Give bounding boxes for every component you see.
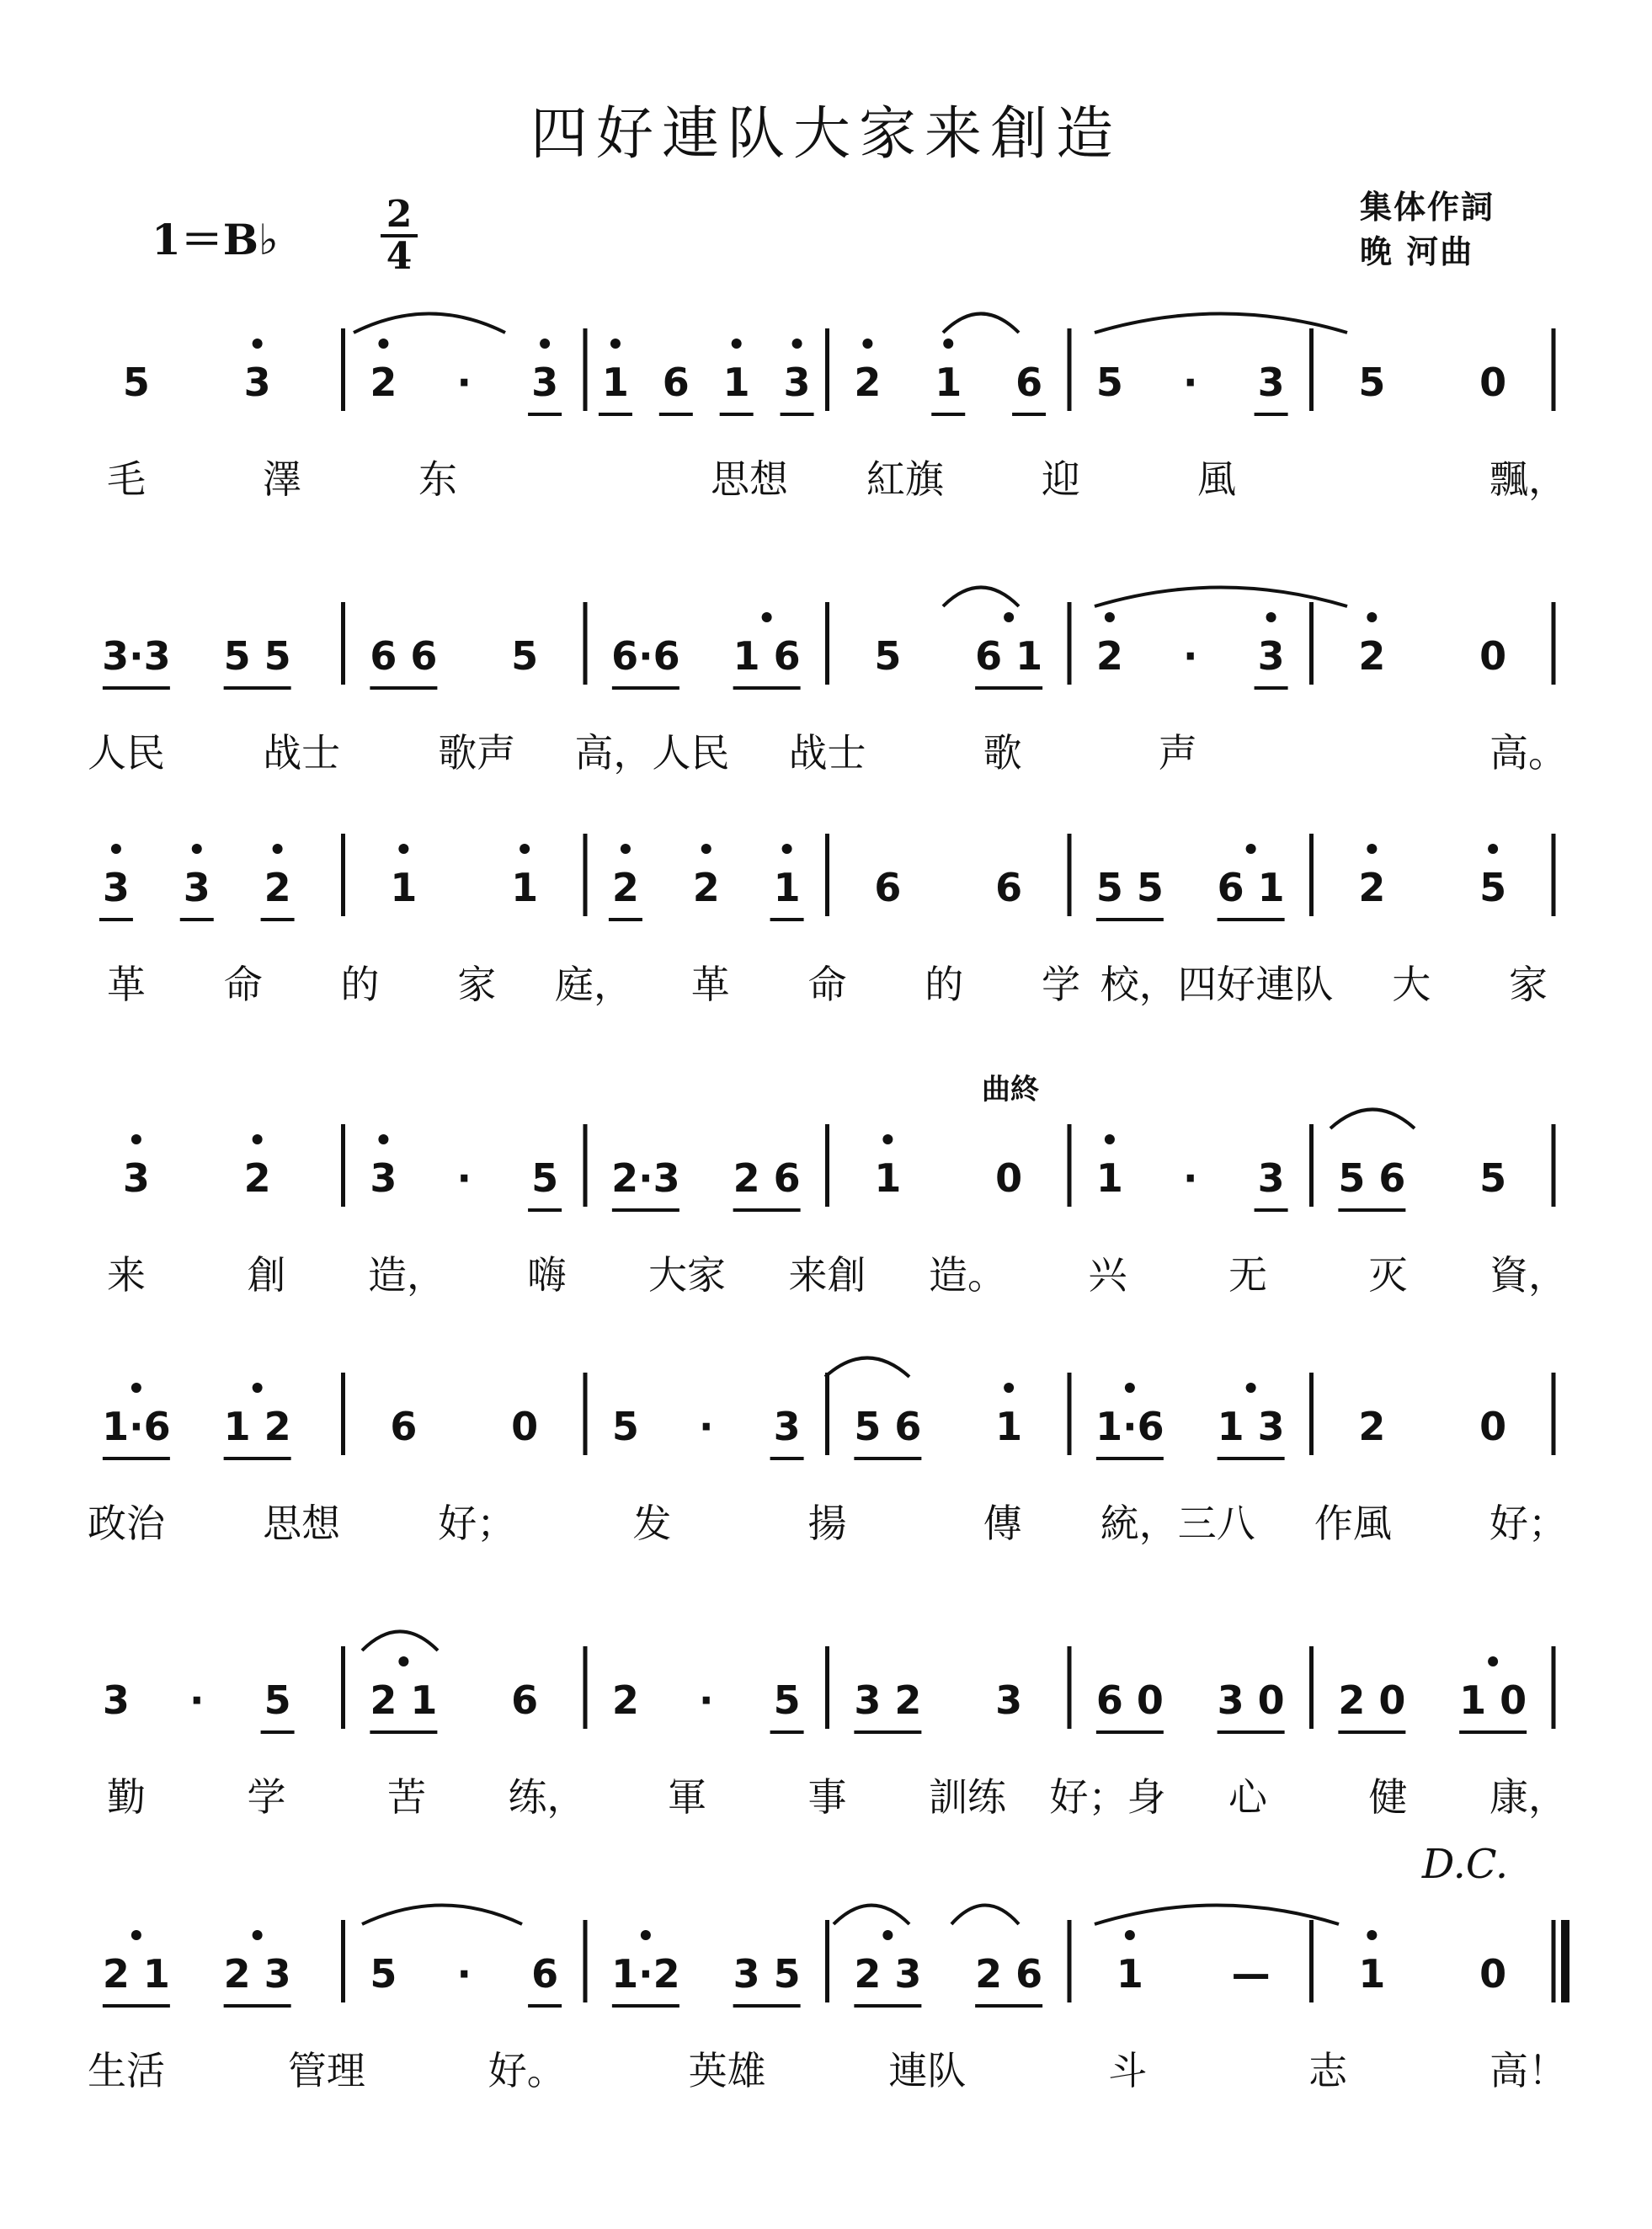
note: 1·2 [611,1951,680,1997]
lyric: 发 [632,1501,672,1546]
note: 3 [1257,360,1285,405]
note: 3 [183,865,210,910]
note: 5 [1479,1155,1507,1201]
note: 3 [102,1677,130,1723]
lyric: 迎 [1042,456,1080,502]
high-octave-dot [621,844,631,854]
note: 2 [692,865,720,910]
note: · [456,1155,472,1201]
note: 5 [1479,865,1507,910]
high-octave-dot [378,1134,388,1144]
note: 1 3 [1217,1404,1285,1449]
note: 6 0 [1095,1677,1164,1723]
lyric: 好；身 [1049,1774,1166,1820]
lyric: 革 [107,962,146,1007]
lyric: 练， [508,1774,586,1820]
note: 5 [370,1951,397,1997]
high-octave-dot [1266,612,1276,622]
high-octave-dot [1125,1383,1135,1393]
lyric: 訓练 [929,1774,1006,1820]
high-octave-dot [732,339,742,349]
note: 2 6 [733,1155,801,1201]
note: 6 [511,1677,539,1723]
note: · [1183,633,1198,679]
note: 0 [1479,360,1507,405]
lyric: 造， [368,1252,445,1298]
lyric: 战士 [788,730,866,776]
note: 1 [995,1404,1023,1449]
lyric: 生活 [88,2048,165,2093]
note: 1 [1095,1155,1123,1201]
note: 5 [874,633,902,679]
high-octave-dot [1004,612,1014,622]
note: 6 [1015,360,1043,405]
note: 2 [611,865,639,910]
high-octave-dot [1367,844,1377,854]
lyric: 志 [1308,2048,1348,2093]
high-octave-dot [882,1134,893,1144]
note: 2 [1358,865,1386,910]
lyric: 的 [925,962,964,1007]
lyric: 連队 [1255,962,1334,1007]
note: 5 [531,1155,559,1201]
lyric: 学 [1042,962,1080,1007]
lyric: 管理 [287,2048,365,2093]
note: 3 [1257,633,1285,679]
high-octave-dot [398,844,408,854]
slur [362,1632,438,1651]
high-octave-dot [540,339,550,349]
lyric: 傳 [983,1501,1022,1546]
lyric: 事 [807,1774,847,1820]
high-octave-dot [701,844,711,854]
high-octave-dot [1105,612,1115,622]
high-octave-dot [792,339,802,349]
note: 3 2 [854,1677,922,1723]
note: · [189,1677,205,1723]
note: 5 6 [1338,1155,1406,1201]
lyric: 統，三八 [1100,1501,1255,1546]
high-octave-dot [1125,1930,1135,1940]
lyric: 澤 [263,456,301,502]
slur [1095,1906,1339,1925]
lyric: 歌声 [438,730,516,776]
lyric: 康， [1489,1774,1567,1820]
high-octave-dot [1367,612,1377,622]
lyric: 資， [1489,1252,1567,1298]
note: 6 1 [975,633,1043,679]
note: 5 [773,1677,801,1723]
lyric: 作風 [1314,1501,1392,1546]
lyric: 嗨 [527,1252,567,1298]
note: 1 [511,865,539,910]
lyric: 勤 [107,1774,146,1820]
lyric: 風 [1197,456,1236,502]
note: 1 [874,1155,902,1201]
note: 5 6 [854,1404,922,1449]
high-octave-dot [1246,844,1256,854]
note: 6 [390,1404,418,1449]
high-octave-dot [862,339,872,349]
note: 3 [773,1404,801,1449]
lyric: 好； [1489,1501,1567,1546]
high-octave-dot [131,1930,141,1940]
slur [825,1358,909,1378]
note: 6 [531,1951,559,1997]
high-octave-dot [253,339,263,349]
lyric: 飄， [1489,456,1567,502]
lyric: 好。 [488,2048,566,2093]
lyric: 造。 [929,1252,1006,1298]
high-octave-dot [1488,844,1498,854]
note: 1 [935,360,962,405]
note: · [456,360,472,405]
slur [943,314,1019,333]
note: 1 6 [733,633,801,679]
lyric: 学 [247,1774,286,1820]
high-octave-dot [253,1134,263,1144]
note: 0 [1479,1951,1507,1997]
note: 3 [1257,1155,1285,1201]
lyric: 毛 [107,456,146,502]
lyric: 家 [457,962,497,1007]
lyric: 大 [1392,962,1431,1007]
lyric: 英雄 [688,2048,766,2093]
lyric: 家 [1509,962,1548,1007]
note: 2 6 [975,1951,1043,1997]
note: 5 5 [223,633,291,679]
note: · [699,1677,714,1723]
lyric: 連队 [888,2048,967,2093]
note: 2 3 [854,1951,922,1997]
lyric: 好； [438,1501,516,1546]
note: 3·3 [102,633,171,679]
note: 1 [1358,1951,1386,1997]
note: 1 [390,865,418,910]
note: 0 [1479,1404,1507,1449]
high-octave-dot [943,339,953,349]
note: 2 [854,360,882,405]
note: 5 [511,633,539,679]
note: 2 0 [1338,1677,1406,1723]
lyric: 无 [1228,1252,1267,1298]
high-octave-dot [192,844,202,854]
note: 5 [1095,360,1123,405]
lyric: 高。 [1489,730,1567,776]
lyric: 思想 [263,1501,341,1546]
lyric: 高，人民 [574,730,730,776]
note: 5 [122,360,150,405]
note: 2 [243,1155,271,1201]
lyric: 兴 [1088,1252,1127,1298]
slur [354,314,505,333]
slur [362,1906,522,1925]
note: 0 [1479,633,1507,679]
note: 1 [773,865,801,910]
time-signature-top: 2 [386,193,413,236]
note: 2 3 [223,1951,291,1997]
lyric: 来 [107,1252,146,1298]
note: 1 [601,360,629,405]
note: 2 [264,865,291,910]
lyric: 人民 [88,730,165,776]
lyric: 灭 [1368,1252,1408,1298]
note: 3 0 [1217,1677,1285,1723]
lyric: 来創 [788,1252,866,1298]
slur [951,1906,1019,1925]
note: 3 [995,1677,1023,1723]
lyric: 思想 [711,456,788,502]
note: 3 [370,1155,397,1201]
note: 6 [874,865,902,910]
note: 1 0 [1459,1677,1527,1723]
note: · [1183,1155,1198,1201]
high-octave-dot [610,339,621,349]
note: 0 [511,1404,539,1449]
note: 1 [1116,1951,1143,1997]
lyric: 苦 [387,1774,426,1820]
note: 2 [611,1677,639,1723]
lyric: 的 [340,962,380,1007]
composer-credit: 晚 河曲 [1360,233,1474,270]
high-octave-dot [378,339,388,349]
lyric: 庭， [555,962,632,1007]
lyric: 心 [1228,1774,1267,1820]
lyric: 斗 [1108,2048,1148,2093]
note: 3 [122,1155,150,1201]
lyric: 紅旗 [866,456,944,502]
high-octave-dot [782,844,792,854]
note: 2 [1358,633,1386,679]
high-octave-dot [1367,1930,1377,1940]
note: · [699,1404,714,1449]
note: 1 [722,360,750,405]
lyric: 政治 [88,1501,165,1546]
note: 2 [370,360,397,405]
lyric: 命 [223,962,263,1007]
high-octave-dot [131,1383,141,1393]
high-octave-dot [1004,1383,1014,1393]
note: 2·3 [611,1155,680,1201]
lyric: 歌 [983,730,1022,776]
high-octave-dot [762,612,772,622]
note: 5 [1358,360,1386,405]
note: 6 6 [370,633,438,679]
high-octave-dot [273,844,283,854]
lyric: 創 [247,1252,286,1298]
note: · [456,1951,472,1997]
slur [834,1906,909,1925]
note: 2 1 [370,1677,438,1723]
lyric: 声 [1158,730,1197,776]
lyric: 健 [1368,1774,1408,1820]
note: 3 [783,360,811,405]
note: 2 [1095,633,1123,679]
lyric: 高！ [1489,2048,1567,2093]
lyric: 軍 [668,1774,706,1820]
song-title: 四好連队大家来創造 [530,101,1122,168]
high-octave-dot [641,1930,651,1940]
note: 6 [995,865,1023,910]
high-octave-dot [253,1930,263,1940]
high-octave-dot [131,1134,141,1144]
note: 3 [102,865,130,910]
note: 3 5 [733,1951,801,1997]
high-octave-dot [253,1383,263,1393]
note: 1·6 [102,1404,171,1449]
lyricist-credit: 集体作詞 [1360,189,1495,226]
lyric: 战士 [263,730,341,776]
key-signature-text: 1＝B♭ [152,215,279,264]
slur [1330,1110,1415,1129]
lyric: 大家 [648,1252,726,1298]
note: 5 [611,1404,639,1449]
lyric: 革 [690,962,730,1007]
note: 6 [662,360,690,405]
lyric: 揚 [807,1501,847,1546]
high-octave-dot [882,1930,893,1940]
note: 6·6 [611,633,680,679]
slur [943,588,1019,607]
high-octave-dot [1488,1656,1498,1666]
high-octave-dot [520,844,530,854]
note: 2 [1358,1404,1386,1449]
high-octave-dot [1105,1134,1115,1144]
note: 1 2 [223,1404,291,1449]
note: 2 1 [102,1951,170,1997]
note: 5 5 [1095,865,1164,910]
high-octave-dot [398,1656,408,1666]
note: 5 [264,1677,291,1723]
note: 3 [531,360,559,405]
note: 6 1 [1217,865,1285,910]
note: — [1231,1951,1271,1997]
fine-marking: 曲終 [982,1073,1039,1107]
note: 3 [243,360,271,405]
lyric: 校，四好 [1100,962,1255,1007]
note: · [1183,360,1198,405]
lyric: 东 [418,456,457,502]
lyric: 命 [807,962,847,1007]
high-octave-dot [1246,1383,1256,1393]
note: 0 [995,1155,1023,1201]
time-signature-bottom: 4 [386,235,413,278]
dc-marking: D.C. [1421,1841,1509,1888]
high-octave-dot [111,844,121,854]
note: 1·6 [1095,1404,1164,1449]
